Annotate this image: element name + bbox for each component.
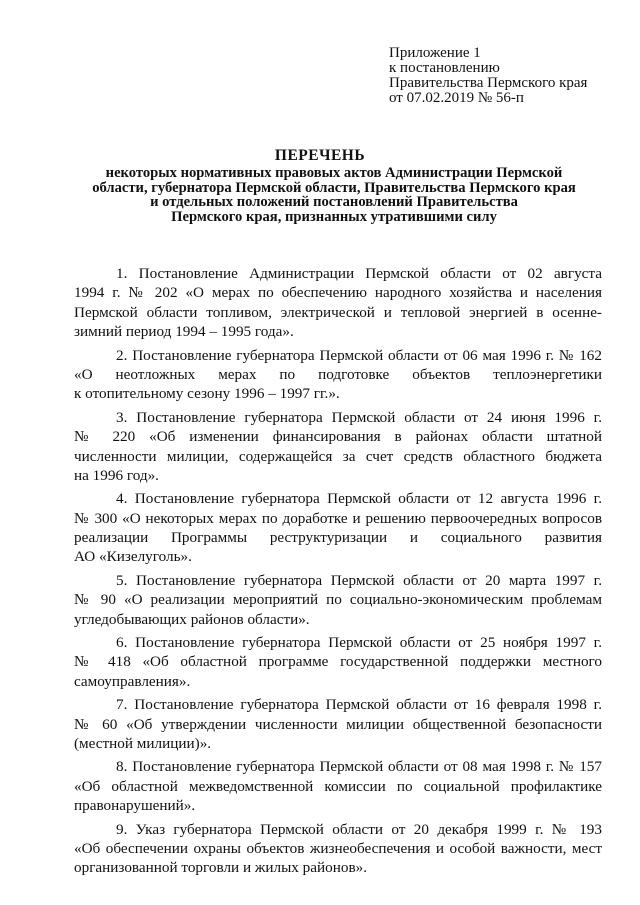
item-line: зимний период 1994 – 1995 года». <box>74 323 294 341</box>
item-line: «Об областной межведомственной комиссии по социальной профилактике <box>74 777 602 795</box>
item-line: самоуправления». <box>74 672 191 690</box>
list-item <box>74 264 602 342</box>
item-line: 6. Постановление губернатора Пермской области от 25 ноября 1997 г. <box>116 634 602 652</box>
item-line: 5. Постановление губернатора Пермской области от 20 марта 1997 г. <box>116 571 602 589</box>
subtitle-line: области, губернатора Пермской области, Правительства Пермского края <box>92 179 576 196</box>
document-subtitle <box>60 166 608 224</box>
appendix-block <box>389 46 587 106</box>
item-line: реализации Программы реструктуризации и социального развития <box>74 529 602 547</box>
item-line: на 1996 год». <box>74 466 159 484</box>
item-line: 2. Постановление губернатора Пермской области от 06 мая 1996 г. № 162 <box>116 346 602 364</box>
item-line: Пермской области топливом, электрической и тепловой энергией в осенне- <box>74 303 602 321</box>
item-line: 1. Постановление Администрации Пермской области от 02 августа <box>116 265 602 282</box>
item-line: правонарушений». <box>74 797 196 815</box>
item-line: № 300 «О некоторых мерах по доработке и решению первоочередных вопросов <box>74 509 602 527</box>
item-line: № 90 «О реализации мероприятий по социально-экономическим проблемам <box>74 591 602 609</box>
item-line: 1994 г. № 202 «О мерах по обеспечению народного хозяйства и населения <box>74 284 602 302</box>
appendix-line: Приложение 1 <box>389 45 481 61</box>
item-line: 8. Постановление губернатора Пермской области от 08 мая 1998 г. № 157 <box>116 758 602 776</box>
list-item <box>74 820 602 878</box>
subtitle-line: и отдельных положений постановлений Правительства <box>150 194 518 211</box>
appendix-line: Правительства Пермского края <box>389 75 588 91</box>
item-line: угледобывающих районов области». <box>74 610 310 628</box>
item-line: 9. Указ губернатора Пермской области от 20 декабря 1999 г. № 193 <box>116 820 602 838</box>
item-line: 3. Постановление губернатора Пермской области от 24 июня 1996 г. <box>116 408 602 426</box>
item-line: численности милиции, содержащейся за счет средств областного бюджета <box>74 447 602 465</box>
item-line: № 220 «Об изменении финансирования в районах области штатной <box>74 428 602 446</box>
item-line: № 60 «Об утверждении численности милиции общественной безопасности <box>74 715 602 733</box>
item-line: «О неотложных мерах по подготовке объектов теплоэнергетики <box>74 365 602 383</box>
item-line: организованной торговли и жилых районов». <box>74 859 368 877</box>
appendix-line: от 07.02.2019 № 56-п <box>389 90 524 106</box>
item-line: (местной милиции)». <box>74 734 212 752</box>
list-item <box>74 571 602 629</box>
item-line: к отопительному сезону 1996 – 1997 гг.». <box>74 385 340 403</box>
document-title: ПЕРЕЧЕНЬ <box>274 147 366 164</box>
item-line: 4. Постановление губернатора Пермской области от 12 августа 1996 г. <box>116 490 602 508</box>
item-line: АО «Кизелуголь». <box>74 548 192 566</box>
list-item <box>74 633 602 691</box>
item-line: 7. Постановление губернатора Пермской области от 16 февраля 1998 г. <box>116 696 602 714</box>
subtitle-line: Пермского края, признанных утратившими силу <box>171 208 497 225</box>
item-line: № 418 «Об областной программе государственной поддержки местного <box>74 653 602 671</box>
item-line: «Об обеспечении охраны объектов жизнеобеспечения и особой важности, мест <box>74 839 602 857</box>
list-item <box>74 489 602 567</box>
list-item <box>74 408 602 486</box>
subtitle-line: некоторых нормативных правовых актов Администрации Пермской <box>105 165 563 181</box>
acts-list <box>74 264 602 882</box>
list-item <box>74 695 602 753</box>
appendix-line: к постановлению <box>389 60 500 76</box>
list-item <box>74 346 602 404</box>
list-item <box>74 757 602 815</box>
